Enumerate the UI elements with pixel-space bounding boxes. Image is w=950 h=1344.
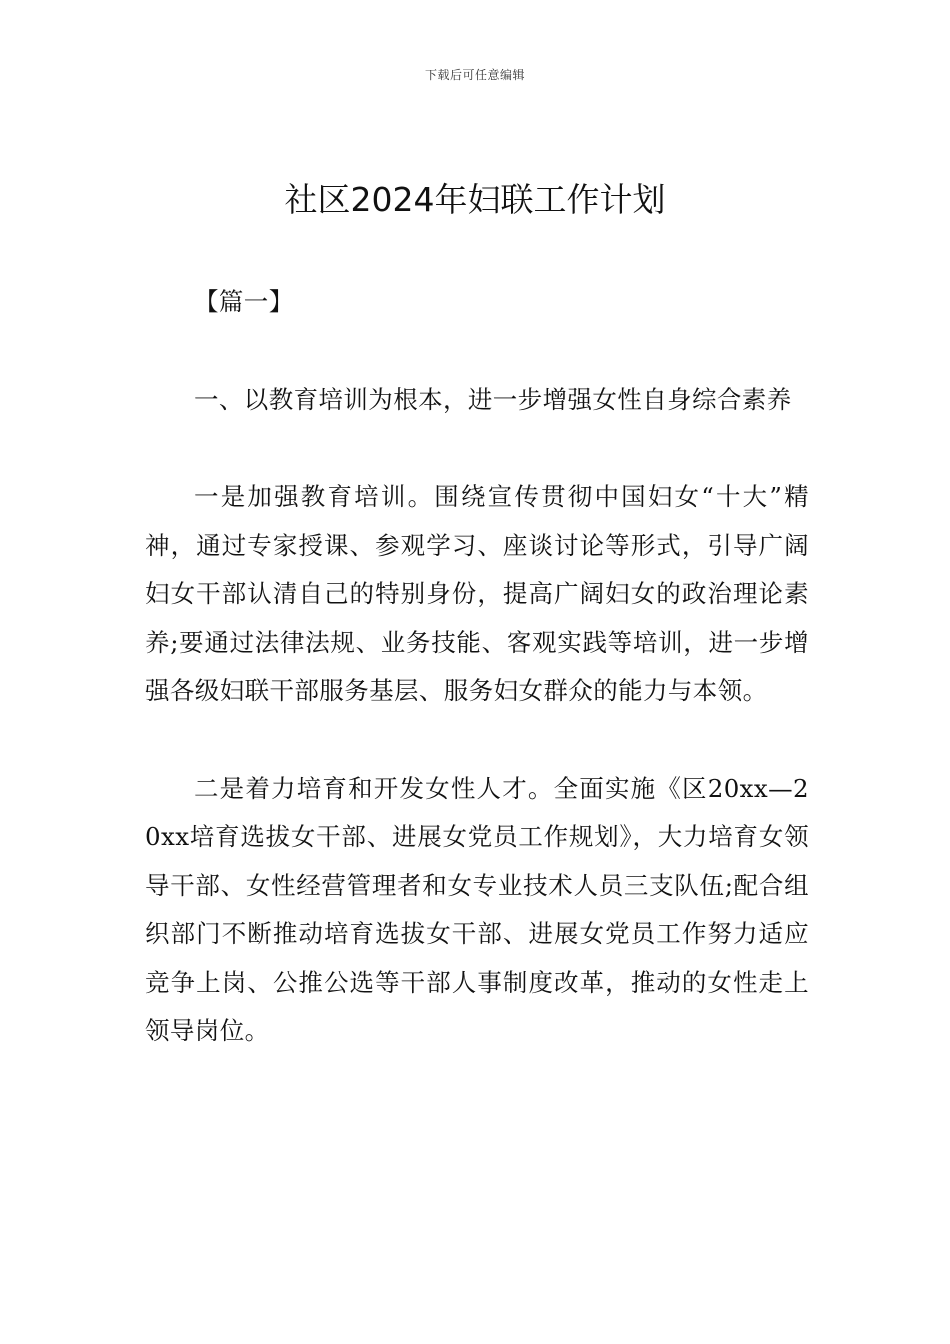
section-label: 【篇一】: [194, 287, 294, 316]
section-heading: 一、以教育培训为根本，进一步增强女性自身综合素养: [194, 384, 792, 414]
header-note: 下载后可任意编辑: [424, 68, 525, 82]
document-title: 社区2024年妇联工作计划: [284, 180, 666, 219]
paragraph-2: 二是着力培育和开发女性人才。全面实施《区20xx—20xx培育选拔女干部、进展女党员工作规划》，大力培育女领导干部、女性经营管理者和女专业技术人员三支队伍;配合组织部门不断推动培育选拔女干部、进展女党员工作努力适应竞争上岗、公推公选等干部人事制度改革，推动的女性走上领导岗位。: [145, 773, 809, 1045]
document-body: [145, 278, 809, 1105]
paragraph-1: 一是加强教育培训。围绕宣传贯彻中国妇女“十大”精神，通过专家授课、参观学习、座谈讨论等形式，引导广阔妇女干部认清自己的特别身份，提高广阔妇女的政治理论素养;要通过法律法规、业务技能、客观实践等培训，进一步增强各级妇联干部服务基层、服务妇女群众的能力与本领。: [145, 482, 809, 705]
